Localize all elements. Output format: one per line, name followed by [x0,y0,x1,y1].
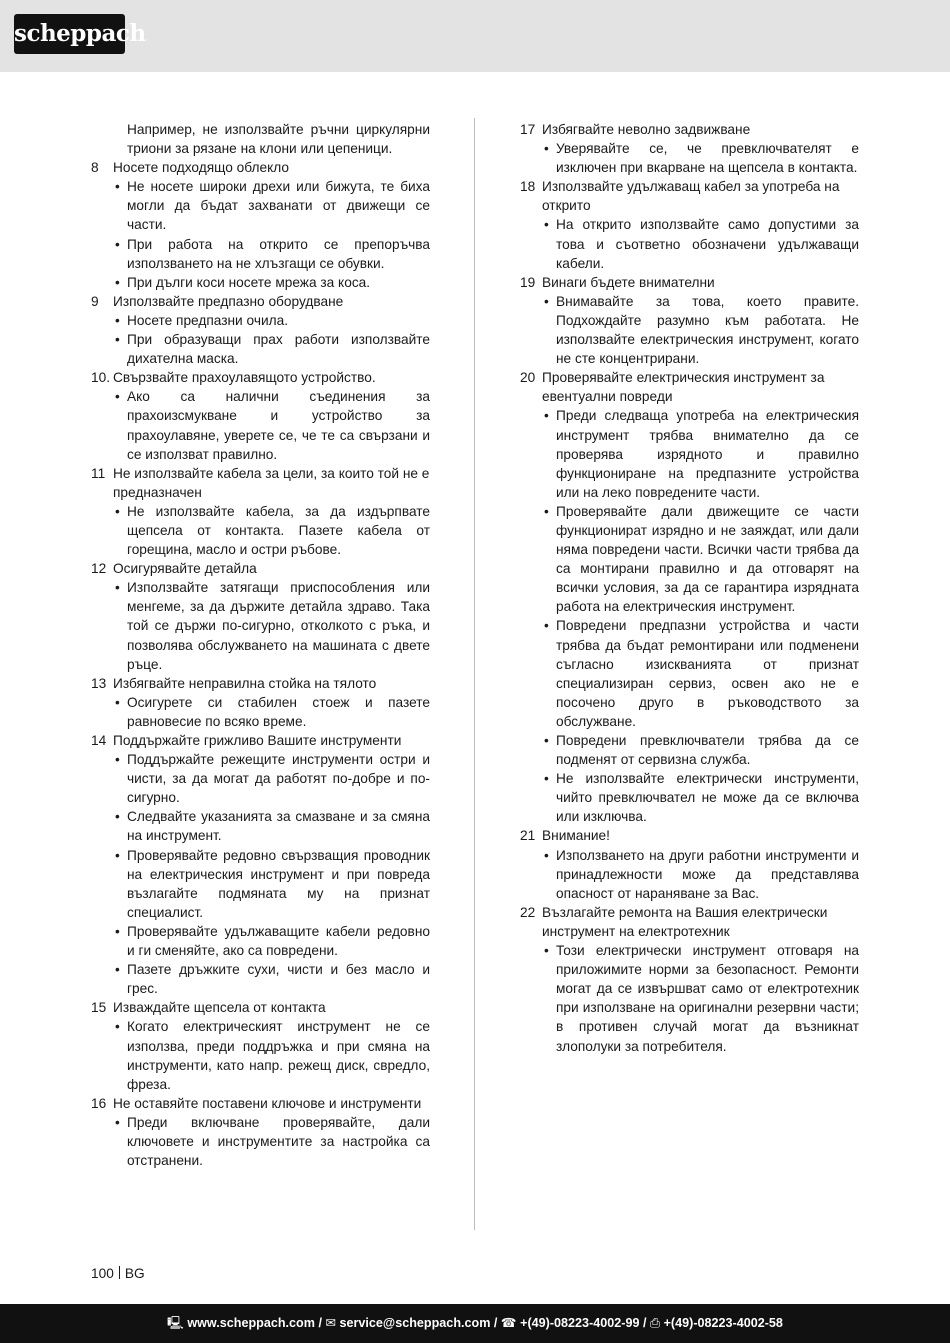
footer-email[interactable]: service@scheppach.com [339,1316,491,1330]
bullet-text: Преди следваща употреба на електрическия инструмент трябва внимателно да се проверява изрядното и правилно функциониране на предпазните устройства или на леко повредените части. [556,408,859,500]
bullet-text: При работа на открито се препоръчва използването на не хлъзгащи се обувки. [127,236,430,271]
bullet-text: При образуващи прах работи използвайте дихателна маска. [127,332,430,367]
bullet-text: Проверявайте удължаващите кабели редовно и ги сменяйте, ако са повредени. [127,923,430,959]
bullet-text: Този електрически инструмент отговаря на приложимите норми за безопасност. Ремонти могат да се извършват само от електротехник при използване на оригинални резервни части; в противен случай могат да възникнат злополуки за потребителя. [556,943,859,1054]
bullet-item [542,215,859,272]
section-21 [520,826,859,902]
bullet-text: При дълги коси носете мрежа за коса. [127,274,371,290]
scheppach-logo: scheppach [14,14,125,54]
page-number [91,1266,145,1281]
section-title: Избягвайте неправилна стойка на тялото [113,675,377,691]
section-title: Свързвайте прахоулавящото устройство. [113,370,376,386]
bullet-item [542,406,859,501]
bullet-text: Използвайте затягащи приспособления или менгеме, за да държите детайла здраво. Така той се държи по-сигурно, отколкото с ръка, и позволява обслужването на машината с двете ръце. [127,580,430,672]
section-number: 14 [91,733,107,748]
intro-paragraph [91,120,430,158]
bullet-item [113,330,430,368]
bullet-icon: • [115,179,120,195]
bullet-text: Уверявайте се, че превключвателят е изключен при вкарване на щепсела в контакта. [556,141,859,176]
bullet-item [542,139,859,177]
page-separator [119,1266,120,1279]
bullet-icon: • [115,274,120,290]
header-bar [0,0,950,72]
section-title: Не оставяйте поставени ключове и инструменти [113,1095,422,1111]
footer-fax: +(49)-08223-4002-58 [663,1316,783,1330]
bullet-item [542,731,859,769]
bullet-icon: • [544,217,549,233]
bullet-icon: • [115,580,120,596]
section-title: Използвайте удължаващ кабел за употреба на открито [542,179,840,214]
section-number: 15 [91,1000,107,1016]
bullet-icon: • [115,962,120,978]
right-column [520,120,859,1056]
bullet-text: Не използвайте кабела, за да издърпвате щепсела от контакта. Пазете кабела от горещина, масло и остри ръбове. [127,503,430,558]
bullet-icon: • [544,503,549,519]
bullet-item [113,750,430,807]
footer-sep: / [490,1316,501,1330]
footer-bar [0,1304,950,1343]
bullet-icon: • [544,618,549,634]
bullet-text: На открито използвайте само допустими за това и съответно обозначени удължаващи кабели. [556,217,859,271]
bullet-item [113,273,430,292]
bullet-item [113,311,430,330]
bullet-icon: • [115,236,120,252]
bullet-item [542,941,859,1056]
bullet-item [113,922,430,960]
bullet-text: Следвайте указанията за смазване и за смяна на инструмент. [127,809,430,844]
footer-phone: +(49)-08223-4002-99 [520,1316,640,1330]
bullet-item [542,769,859,826]
bullet-text: Използването на други работни инструменти и принадлежности може да представлява опасност от нараняване за Вас. [556,847,859,901]
bullet-icon: • [544,771,549,787]
bullet-item [542,502,859,617]
fax-icon: ⎙ [649,1316,661,1330]
bullet-item [113,1113,430,1170]
bullet-item [113,1017,430,1093]
section-14 [91,731,430,998]
bullet-icon: • [115,809,120,825]
section-number: 10. [91,370,111,386]
section-17 [520,120,859,177]
section-11 [91,464,430,559]
section-title: Избягвайте неволно задвижване [542,122,751,137]
bullet-text: Преди включване проверявайте, дали ключовете и инструментите за настройка са отстранени. [127,1114,430,1169]
left-column [91,120,430,1170]
section-number: 13 [91,675,107,691]
bullet-item [113,387,430,463]
bullet-item [113,693,430,731]
section-19 [520,273,859,368]
section-title: Носете подходящо облекло [113,160,289,176]
section-number: 16 [91,1095,107,1111]
bullet-text: Не използвайте електрически инструменти, чийто превключвател не може да се включва или изключва. [556,771,859,825]
section-number: 18 [520,179,536,195]
bullet-item [542,616,859,731]
bullet-icon: • [115,503,120,519]
bullet-item [113,235,430,273]
bullet-text: Проверявайте редовно свързващия проводник на електрическия инструмент и при повреда възлагайте подмяната му на признат специалист. [127,847,430,920]
bullet-icon: • [115,1114,120,1130]
bullet-icon: • [115,752,120,768]
section-number: 21 [520,828,536,844]
footer-sep: / [314,1316,326,1330]
bullet-text: Проверявайте дали движещите се части функционират изрядно и не заяждат, или дали няма повредени части. Всички части трябва да са монтирани правилно и да отговарят на всички условия, за да се гарантира изрядната работа на електрическия инструмент. [556,503,859,615]
section-number: 22 [520,904,536,920]
column-divider [474,118,475,1230]
section-9 [91,292,430,368]
section-title: Поддържайте грижливо Вашите инструменти [113,733,402,748]
section-number: 11 [91,465,106,481]
section-title: Не използвайте кабела за цели, за които той не е предназначен [113,465,430,500]
section-8 [91,158,430,292]
bullet-text: Поддържайте режещите инструменти остри и чисти, за да могат да работят по-добре и по-сигурно. [127,752,430,806]
section-15 [91,998,430,1093]
footer-sep: / [639,1316,650,1330]
section-number: 9 [91,293,99,309]
bullet-icon: • [115,1019,120,1035]
section-18 [520,177,859,272]
intro-text: Например, не използвайте ръчни циркулярни триони за рязане на клони или цепеници. [127,122,430,157]
section-20 [520,368,859,826]
bullet-item [113,846,430,922]
section-title: Изваждайте щепсела от контакта [113,1000,326,1016]
footer-website[interactable]: www.scheppach.com [187,1316,315,1330]
bullet-item [113,578,430,673]
bullet-item [113,177,430,234]
section-number: 8 [91,160,99,176]
section-title: Използвайте предпазно оборудване [113,293,344,309]
bullet-icon: • [544,293,549,309]
section-10 [91,368,430,463]
section-number: 19 [520,274,536,290]
bullet-text: Внимавайте за това, което правите. Подхождайте разумно към работата. Не използвайте електрическия инструмент, когато не сте концентрирани. [556,293,859,367]
bullet-icon: • [544,943,549,959]
phone-icon: ☎ [500,1316,517,1330]
bullet-icon: • [115,312,120,328]
section-title: Проверявайте електрическия инструмент за евентуални повреди [542,370,825,405]
page-number-value: 100 [91,1266,114,1281]
bullet-text: Носете предпазни очила. [127,312,288,328]
section-title: Възлагайте ремонта на Вашия електрически инструмент на електротехник [542,904,828,939]
section-22 [520,903,859,1056]
bullet-text: Не носете широки дрехи или бижута, те биха могли да бъдат захванати от движещи се части. [127,179,430,233]
bullet-text: Осигурете си стабилен стоеж и пазете равновесие по всяко време. [127,694,430,729]
bullet-text: Ако са налични съединения за прахоизсмукване и устройство за прахоулавяне, уверете се, че те са свързани и се използват правилно. [127,389,430,462]
bullet-item [113,960,430,998]
section-title: Винаги бъдете внимателни [542,274,715,290]
bullet-text: Повредени превключватели трябва да се подменят от сервизна служба. [556,733,859,768]
bullet-item [542,846,859,903]
bullet-icon: • [115,923,120,939]
bullet-text: Пазете дръжките сухи, чисти и без масло и грес. [127,962,430,997]
section-title: Осигурявайте детайла [113,561,257,577]
section-number: 20 [520,370,536,386]
bullet-item [542,292,859,368]
bullet-icon: • [115,694,120,710]
section-13 [91,674,430,731]
bullet-icon: • [544,733,549,748]
section-number: 17 [520,122,536,137]
computer-icon: 🖳 [167,1316,184,1330]
bullet-icon: • [544,408,549,424]
bullet-icon: • [544,847,549,863]
bullet-icon: • [115,332,120,348]
mail-icon: ✉ [325,1316,337,1330]
section-16 [91,1094,430,1170]
bullet-text: Когато електрическият инструмент не се използва, преди поддръжка и при смяна на инструменти, като напр. режещ диск, свредло, фреза. [127,1019,430,1092]
bullet-text: Повредени предпазни устройства и части трябва да бъдат ремонтирани или подменени съгласно изискванията от признат специализиран сервиз, освен ако не е посочено друго в ръководството за обслужване. [556,618,859,729]
language-code: BG [124,1266,145,1281]
bullet-icon: • [544,141,549,157]
section-12 [91,559,430,674]
section-title: Внимание! [542,828,610,844]
section-number: 12 [91,561,107,577]
bullet-item [113,502,430,559]
bullet-icon: • [115,847,120,863]
bullet-item [113,807,430,845]
bullet-icon: • [115,389,120,405]
